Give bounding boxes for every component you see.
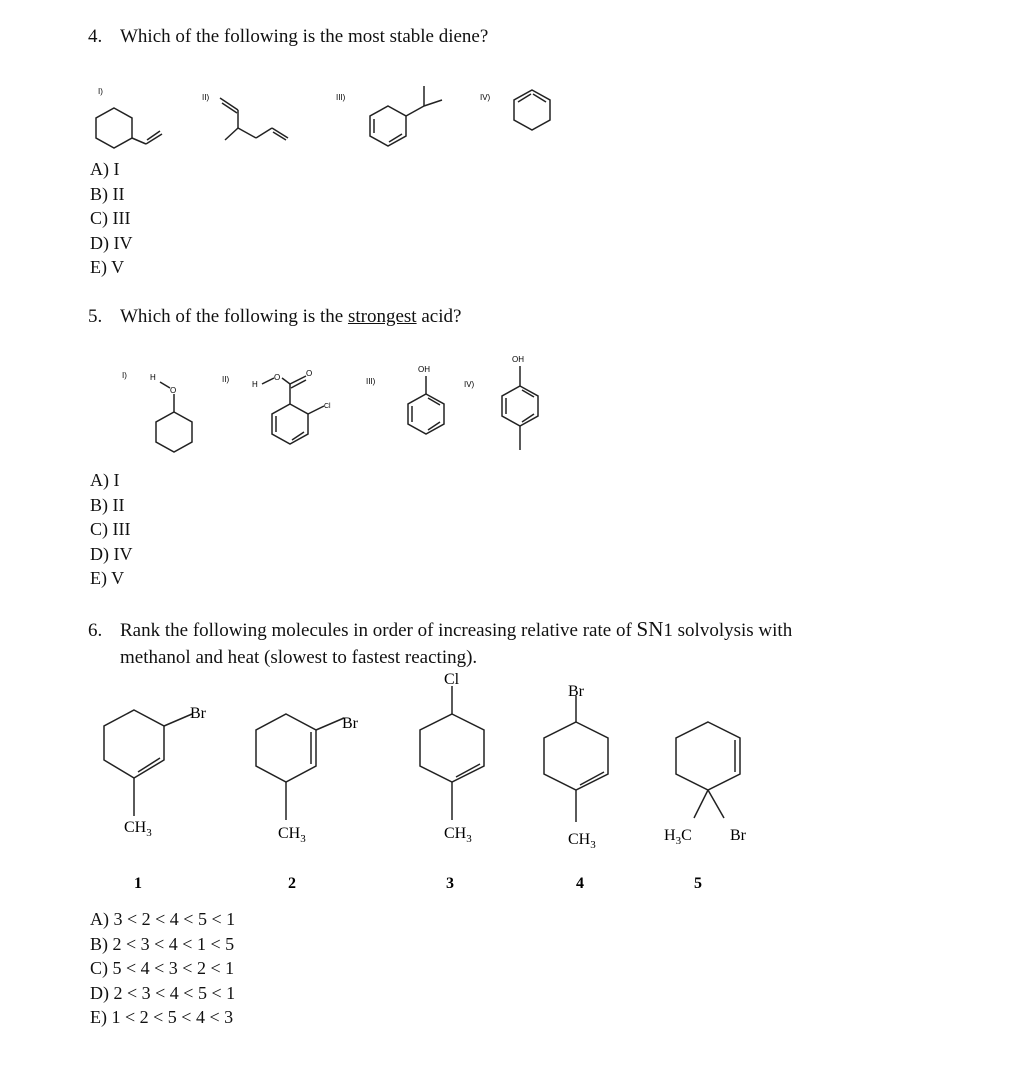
diene-III [370,86,442,146]
question-6-title [88,616,792,671]
q4-choice-b[interactable]: B) II [90,183,125,204]
q6-choice-a[interactable]: A) 3 < 2 < 4 < 5 < 1 [90,909,236,929]
q5-atom-h-1: H [150,373,156,382]
q4-label-III: III) [336,93,346,102]
q5-atom-o-1: O [170,386,177,395]
q5-atom-h-2: H [252,380,258,389]
q4-choice-e[interactable]: E) V [90,257,125,277]
q6-one: 1 [663,620,673,641]
m4-br: Br [568,683,584,700]
m1-ch-text: CH [124,819,147,836]
q4-label-II: II) [202,93,210,102]
q5-choice-d[interactable]: D) IV [90,543,133,564]
q5-label-I: I) [122,371,127,380]
diene-II [220,98,288,140]
q5-choice-c[interactable]: C) III [90,519,131,539]
q5-atom-o-2: O [274,373,281,382]
question-6-structures [80,670,780,900]
diene-IV [514,90,550,130]
molecule-4 [544,696,608,822]
acid-IV [502,366,538,450]
q6-line2: methanol and heat (slowest to fastest reacting). [120,647,478,668]
m3-ch-text: CH [444,825,467,842]
q4-choice-d[interactable]: D) IV [90,232,133,253]
question-6-choices [90,907,235,1030]
m5-h: H [664,827,676,844]
molecule-3 [420,686,484,820]
m1-ch [124,819,152,839]
q5-choice-b[interactable]: B) II [90,494,125,515]
q6-line1-before: Rank the following molecules in order of increasing relative rate of [120,620,637,641]
m5-c: C [681,827,692,844]
q6-choice-b[interactable]: B) 2 < 3 < 4 < 1 < 5 [90,933,235,954]
question-6-number: 6. [88,620,103,641]
q5-atom-o-3: O [306,369,313,378]
m5-h-sub: 3 [675,835,682,847]
m4-ch-sub: 3 [590,839,596,851]
q4-label-IV: IV) [480,93,491,102]
q6-line1-after: solvolysis with [672,620,793,641]
q5-label-II: II) [222,375,230,384]
m2-ch [278,825,306,845]
question-4-title [88,26,488,48]
m4-ch-text: CH [568,831,591,848]
molecule-2 [256,714,344,820]
molecule-number-5: 5 [694,875,702,892]
molecule-number-3: 3 [446,875,454,892]
acid-III [408,376,444,434]
q5-choice-a[interactable]: A) I [90,470,120,490]
question-4-choices [90,157,133,280]
m2-ch-sub: 3 [300,833,306,845]
q6-choice-e[interactable]: E) 1 < 2 < 5 < 4 < 3 [90,1007,234,1027]
question-5-number: 5. [88,306,103,327]
q5-text-after: acid? [416,306,462,327]
q5-label-IV: IV) [464,380,475,389]
q5-atom-cl: Cl [324,403,331,410]
q5-text-before: Which of the following is the [120,306,348,327]
m1-br: Br [190,705,206,722]
question-5-choices [90,468,133,591]
question-5-title [88,306,461,328]
q6-choice-c[interactable]: C) 5 < 4 < 3 < 2 < 1 [90,958,235,978]
m2-ch-text: CH [278,825,301,842]
m3-ch [444,825,472,845]
diene-I [96,108,162,148]
molecule-5 [676,722,740,818]
molecule-number-4: 4 [576,875,584,892]
m4-ch [568,831,596,851]
q6-choice-d[interactable]: D) 2 < 3 < 4 < 5 < 1 [90,982,236,1003]
m5-br: Br [730,827,746,844]
q5-label-III: III) [366,377,376,386]
m2-br: Br [342,715,358,732]
q5-choice-e[interactable]: E) V [90,568,125,588]
q4-label-I: I) [98,87,103,96]
molecule-number-2: 2 [288,875,296,892]
q5-atom-oh-1: OH [418,365,430,374]
m3-ch-sub: 3 [466,833,472,845]
m3-cl: Cl [444,671,460,688]
m5-h3c [664,827,692,847]
molecule-number-1: 1 [134,875,142,892]
q6-sn: SN [636,617,664,641]
question-4-structures [80,80,560,160]
question-4-text: Which of the following is the most stable diene? [120,26,489,47]
molecule-1 [104,710,192,816]
q5-atom-oh-2: OH [512,355,524,364]
q4-choice-c[interactable]: C) III [90,208,131,228]
question-4-number: 4. [88,26,103,47]
q4-choice-a[interactable]: A) I [90,159,120,179]
q5-text-underlined: strongest [347,306,417,327]
question-5-structures [110,350,570,460]
m1-ch-sub: 3 [146,827,152,839]
acid-II [262,376,324,444]
